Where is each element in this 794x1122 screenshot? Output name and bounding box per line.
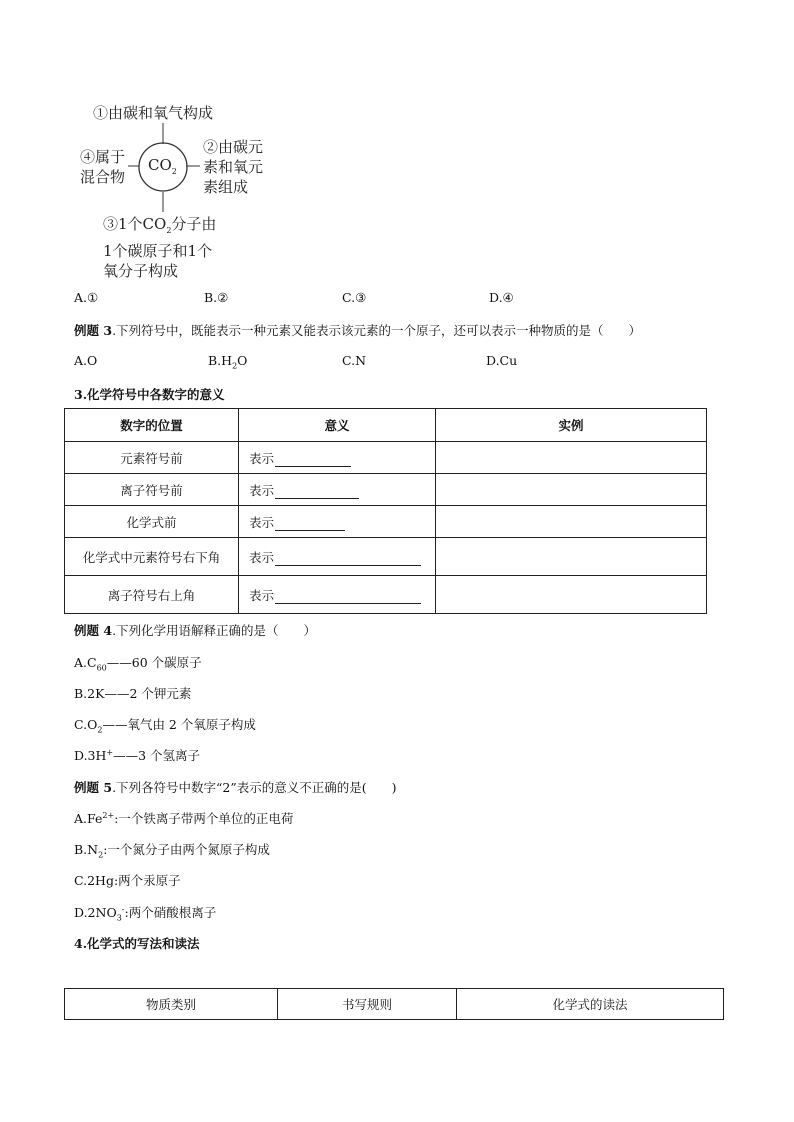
example3-label: 例题 3	[74, 323, 113, 338]
example3-option-c: C.N	[342, 353, 367, 368]
answer-blank[interactable]	[275, 454, 351, 467]
section3-heading: 3.化学符号中各数字的意义	[74, 387, 225, 402]
row-position: 元素符号前	[65, 442, 239, 474]
example4-question: 例题 4.下列化学用语解释正确的是（ ）	[74, 623, 317, 638]
table-row	[65, 576, 707, 614]
example4-option-a: $A.C_{60}——60$ 个碳原子	[74, 655, 202, 673]
row-position: 化学式中元素符号右下角	[65, 538, 239, 576]
row-example[interactable]	[436, 576, 707, 614]
table-header-row	[65, 409, 707, 442]
answer-blank[interactable]	[275, 591, 421, 604]
table-row	[65, 442, 707, 474]
header-reading: 化学式的读法	[457, 989, 724, 1020]
example4-option-c: $C.O_2——$氧气由 2 个氧原子构成	[74, 717, 256, 735]
example5-option-b: $B.N_2$:一个氮分子由两个氮原子构成	[74, 842, 270, 860]
prev-option-a: A.①	[74, 290, 99, 305]
prev-option-c: C.③	[342, 290, 367, 305]
table-header-row	[65, 989, 724, 1020]
statement-1: ①由碳和氧气构成	[93, 104, 214, 122]
formula-table	[64, 988, 724, 1020]
row-example[interactable]	[436, 474, 707, 506]
row-example[interactable]	[436, 506, 707, 538]
row-meaning: 表示	[239, 474, 436, 506]
table-row	[65, 474, 707, 506]
example5-label: 例题 5	[74, 780, 113, 795]
answer-blank[interactable]	[275, 486, 359, 499]
row-position: 离子符号前	[65, 474, 239, 506]
row-meaning: 表示	[239, 506, 436, 538]
example5-option-c: C.2Hg:两个汞原子	[74, 873, 181, 888]
example4-option-b: B.2K——2 个钾元素	[74, 686, 192, 701]
row-example[interactable]	[436, 442, 707, 474]
example4-label: 例题 4	[74, 623, 113, 638]
example3-question: 例题 3.下列符号中，既能表示一种元素又能表示该元素的一个原子，还可以表示一种物质的是（ ）	[74, 323, 642, 338]
table-row	[65, 538, 707, 576]
row-meaning: 表示	[239, 576, 436, 614]
header-substance-type: 物质类别	[65, 989, 278, 1020]
statement-4: ④属于 混合物	[80, 148, 126, 186]
digit-meaning-table	[64, 408, 707, 614]
co2-center: $CO_2$	[148, 156, 177, 176]
prev-option-d: D.④	[489, 290, 514, 305]
header-writing-rule: 书写规则	[278, 989, 457, 1020]
row-position: 化学式前	[65, 506, 239, 538]
prev-option-b: B.②	[204, 290, 229, 305]
example4-option-d: D.3H+——3 个氢离子	[74, 747, 201, 763]
answer-blank[interactable]	[275, 553, 421, 566]
example3-option-d: D.Cu	[486, 353, 518, 368]
header-position: 数字的位置	[65, 409, 239, 442]
section4-heading: 4.化学式的写法和读法	[74, 936, 200, 951]
header-meaning: 意义	[239, 409, 436, 442]
example3-option-b: $B.H_2O$	[208, 353, 248, 371]
example5-option-d: $D.2NO_3^-$:两个硝酸根离子	[74, 904, 217, 923]
row-position: 离子符号右上角	[65, 576, 239, 614]
example5-option-a: $A.Fe^{2+}$:一个铁离子带两个单位的正电荷	[74, 810, 294, 826]
statement-3: ③1个$CO_2$分子由 1个碳原子和1个 氧分子构成	[103, 215, 217, 280]
statement-2: ②由碳元 素和氧元 素组成	[203, 138, 264, 196]
example3-option-a: A.O	[74, 353, 98, 368]
row-meaning: 表示	[239, 538, 436, 576]
row-example[interactable]	[436, 538, 707, 576]
example5-question: 例题 5.下列各符号中数字“2”表示的意义不正确的是( )	[74, 780, 397, 795]
header-example: 实例	[436, 409, 707, 442]
row-meaning: 表示	[239, 442, 436, 474]
table-row	[65, 506, 707, 538]
answer-blank[interactable]	[275, 518, 345, 531]
